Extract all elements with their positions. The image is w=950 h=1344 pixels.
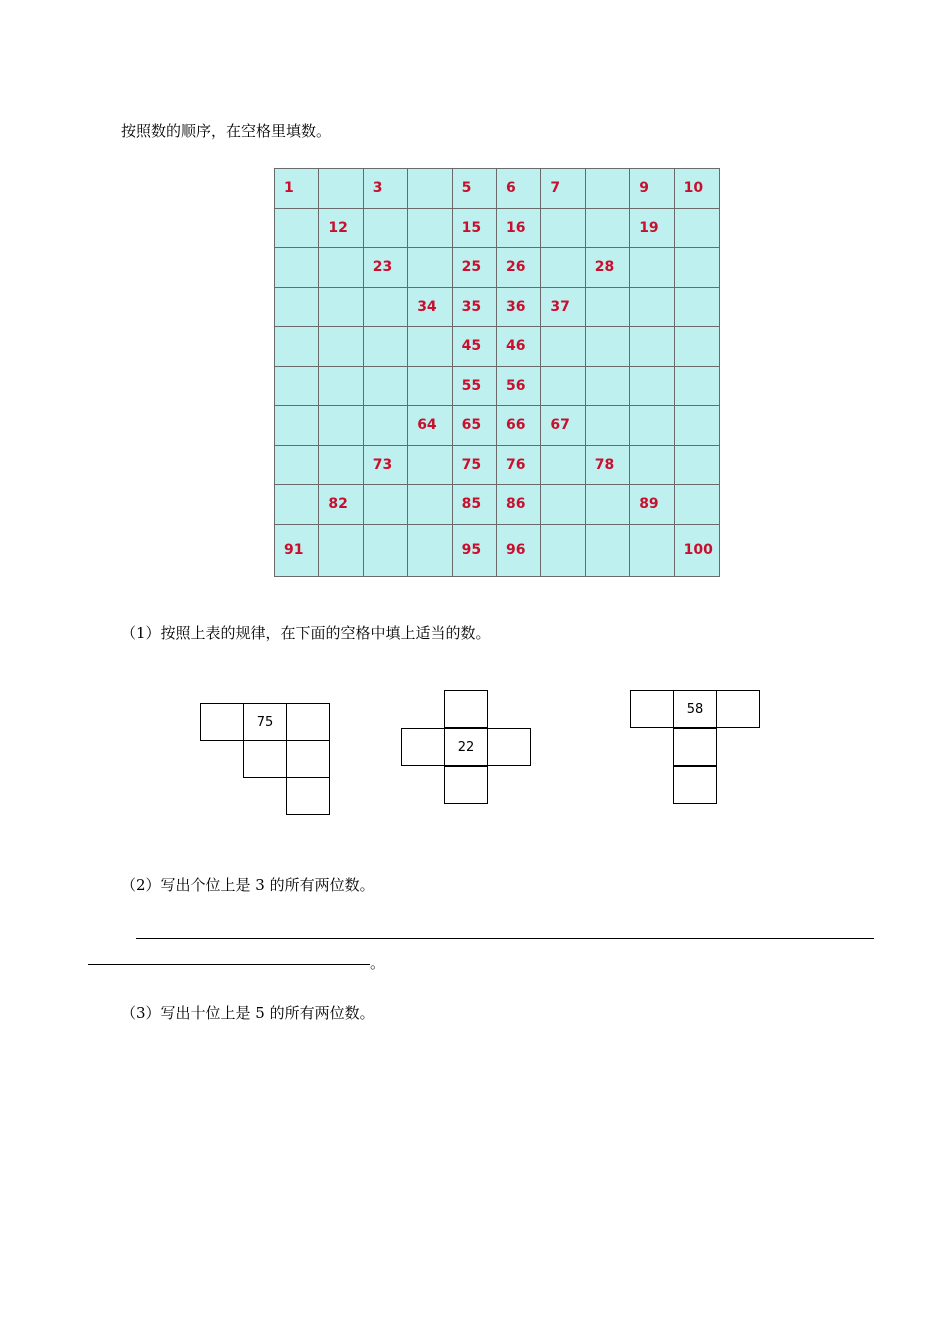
chart-cell-number: 45 bbox=[453, 327, 497, 367]
chart-cell-number: 64 bbox=[408, 406, 452, 446]
chart-cell-number: 65 bbox=[453, 406, 497, 446]
chart-cell-blank[interactable] bbox=[630, 406, 674, 446]
chart-cell-blank[interactable] bbox=[275, 209, 319, 249]
chart-cell-blank[interactable] bbox=[675, 327, 719, 367]
chart-cell-blank[interactable] bbox=[586, 327, 630, 367]
chart-cell-number: 95 bbox=[453, 525, 497, 576]
chart-cell-number: 15 bbox=[453, 209, 497, 249]
chart-cell-blank[interactable] bbox=[275, 248, 319, 288]
chart-cell-blank[interactable] bbox=[675, 209, 719, 249]
chart-cell-number: 96 bbox=[497, 525, 541, 576]
chart-cell-number: 37 bbox=[541, 288, 585, 328]
question-2: （2）写出个位上是 3 的所有两位数。 bbox=[121, 876, 375, 894]
chart-cell-blank[interactable] bbox=[319, 367, 363, 407]
shape-1-cell[interactable] bbox=[286, 703, 330, 741]
chart-cell-number: 82 bbox=[319, 485, 363, 525]
chart-cell-number: 100 bbox=[683, 542, 713, 559]
chart-cell-blank[interactable] bbox=[408, 209, 452, 249]
chart-cell-blank[interactable] bbox=[541, 367, 585, 407]
chart-cell-number: 56 bbox=[497, 367, 541, 407]
chart-cell-number: 6 bbox=[497, 169, 541, 209]
chart-cell-number: 3 bbox=[364, 169, 408, 209]
chart-cell-number: 25 bbox=[453, 248, 497, 288]
chart-cell-blank[interactable] bbox=[630, 446, 674, 486]
chart-cell-blank[interactable] bbox=[541, 446, 585, 486]
chart-cell-number: 26 bbox=[497, 248, 541, 288]
chart-cell-blank[interactable] bbox=[275, 327, 319, 367]
answer-line-2[interactable] bbox=[88, 964, 370, 965]
chart-cell-blank[interactable] bbox=[541, 525, 585, 576]
chart-cell-number: 23 bbox=[364, 248, 408, 288]
shape-3-cell[interactable] bbox=[673, 766, 717, 804]
chart-cell-blank[interactable] bbox=[408, 248, 452, 288]
chart-cell-blank[interactable] bbox=[586, 209, 630, 249]
chart-cell-number: 28 bbox=[586, 248, 630, 288]
answer-end-mark: 。 bbox=[370, 954, 386, 972]
chart-cell-blank[interactable] bbox=[675, 288, 719, 328]
chart-cell-blank[interactable] bbox=[408, 367, 452, 407]
chart-cell-number: 76 bbox=[497, 446, 541, 486]
shape-1-cell[interactable] bbox=[243, 740, 287, 778]
chart-cell-blank[interactable] bbox=[675, 406, 719, 446]
chart-cell-number: 5 bbox=[453, 169, 497, 209]
chart-cell-blank[interactable] bbox=[586, 169, 630, 209]
chart-cell-number: 86 bbox=[497, 485, 541, 525]
chart-cell-blank[interactable] bbox=[364, 485, 408, 525]
shape-2-cell[interactable] bbox=[401, 728, 445, 766]
chart-cell-blank[interactable] bbox=[364, 406, 408, 446]
chart-cell-blank[interactable] bbox=[364, 525, 408, 576]
chart-cell-blank[interactable] bbox=[586, 288, 630, 328]
shape-2-cell[interactable] bbox=[487, 728, 531, 766]
chart-cell-blank[interactable] bbox=[586, 406, 630, 446]
chart-cell-number: 34 bbox=[408, 288, 452, 328]
chart-cell-blank[interactable] bbox=[408, 485, 452, 525]
chart-cell-blank[interactable] bbox=[541, 209, 585, 249]
chart-cell-blank[interactable] bbox=[364, 209, 408, 249]
chart-cell-number: 36 bbox=[497, 288, 541, 328]
chart-cell-number: 35 bbox=[453, 288, 497, 328]
chart-cell-blank[interactable] bbox=[586, 525, 630, 576]
chart-cell-number: 7 bbox=[541, 169, 585, 209]
chart-cell-blank[interactable] bbox=[275, 485, 319, 525]
chart-cell-number: 75 bbox=[453, 446, 497, 486]
chart-cell-blank[interactable] bbox=[408, 525, 452, 576]
chart-cell-blank[interactable] bbox=[630, 248, 674, 288]
chart-cell-blank[interactable] bbox=[675, 248, 719, 288]
shape-1-cell[interactable] bbox=[286, 777, 330, 815]
chart-cell-number: 55 bbox=[453, 367, 497, 407]
chart-cell-number: 85 bbox=[453, 485, 497, 525]
chart-cell-blank[interactable] bbox=[319, 446, 363, 486]
chart-cell-number: 16 bbox=[497, 209, 541, 249]
shape-1-cell[interactable] bbox=[200, 703, 244, 741]
chart-cell-number: 1 bbox=[275, 169, 319, 209]
shape-3-cell[interactable] bbox=[630, 690, 674, 728]
answer-line-1[interactable] bbox=[136, 938, 874, 939]
chart-cell-blank[interactable] bbox=[319, 406, 363, 446]
chart-cell-blank[interactable] bbox=[630, 525, 674, 576]
chart-cell-blank[interactable] bbox=[630, 327, 674, 367]
chart-cell-blank[interactable] bbox=[675, 446, 719, 486]
chart-cell-blank[interactable] bbox=[586, 367, 630, 407]
chart-cell-number: 89 bbox=[630, 485, 674, 525]
chart-cell-number: 67 bbox=[541, 406, 585, 446]
chart-cell-blank[interactable] bbox=[675, 367, 719, 407]
chart-cell-blank[interactable] bbox=[408, 327, 452, 367]
chart-cell-blank[interactable] bbox=[275, 446, 319, 486]
question-3: （3）写出十位上是 5 的所有两位数。 bbox=[121, 1004, 375, 1022]
chart-cell-blank[interactable] bbox=[275, 288, 319, 328]
hundred-chart bbox=[274, 168, 720, 577]
chart-cell-number: 19 bbox=[630, 209, 674, 249]
chart-cell-blank[interactable] bbox=[675, 485, 719, 525]
chart-cell-number: 91 bbox=[275, 525, 319, 576]
chart-cell-blank[interactable] bbox=[586, 485, 630, 525]
chart-cell-blank[interactable] bbox=[319, 248, 363, 288]
chart-cell-number: 10 bbox=[675, 169, 719, 209]
chart-cell-blank[interactable] bbox=[541, 485, 585, 525]
chart-cell-blank[interactable] bbox=[319, 327, 363, 367]
shape-3-cell-given: 58 bbox=[673, 690, 717, 728]
shape-2-cell[interactable] bbox=[444, 690, 488, 728]
shape-2-cell-given: 22 bbox=[444, 728, 488, 766]
chart-cell-blank[interactable] bbox=[541, 248, 585, 288]
chart-cell-blank[interactable] bbox=[319, 288, 363, 328]
chart-cell-number: 9 bbox=[630, 169, 674, 209]
chart-cell-blank[interactable] bbox=[364, 367, 408, 407]
chart-cell-number: 73 bbox=[364, 446, 408, 486]
chart-cell-blank[interactable] bbox=[364, 327, 408, 367]
chart-cell-number: 12 bbox=[319, 209, 363, 249]
chart-cell-blank[interactable] bbox=[275, 406, 319, 446]
shape-2-cell[interactable] bbox=[444, 766, 488, 804]
chart-cell-blank[interactable] bbox=[319, 525, 363, 576]
shape-3-cell[interactable] bbox=[716, 690, 760, 728]
shape-1-cell[interactable] bbox=[286, 740, 330, 778]
shape-3-cell[interactable] bbox=[673, 728, 717, 766]
chart-cell-number: 66 bbox=[497, 406, 541, 446]
question-1: （1）按照上表的规律，在下面的空格中填上适当的数。 bbox=[121, 624, 491, 642]
chart-cell-blank[interactable] bbox=[275, 367, 319, 407]
chart-cell-number: 78 bbox=[586, 446, 630, 486]
chart-cell-blank[interactable] bbox=[364, 288, 408, 328]
chart-cell-blank[interactable] bbox=[541, 327, 585, 367]
chart-cell-blank[interactable] bbox=[408, 446, 452, 486]
chart-cell-blank[interactable] bbox=[630, 367, 674, 407]
chart-cell-blank[interactable] bbox=[319, 169, 363, 209]
chart-cell-blank[interactable] bbox=[630, 288, 674, 328]
shape-1-cell-given: 75 bbox=[243, 703, 287, 741]
chart-cell-blank[interactable] bbox=[408, 169, 452, 209]
intro-instruction: 按照数的顺序，在空格里填数。 bbox=[121, 122, 332, 140]
chart-cell-number: 46 bbox=[497, 327, 541, 367]
